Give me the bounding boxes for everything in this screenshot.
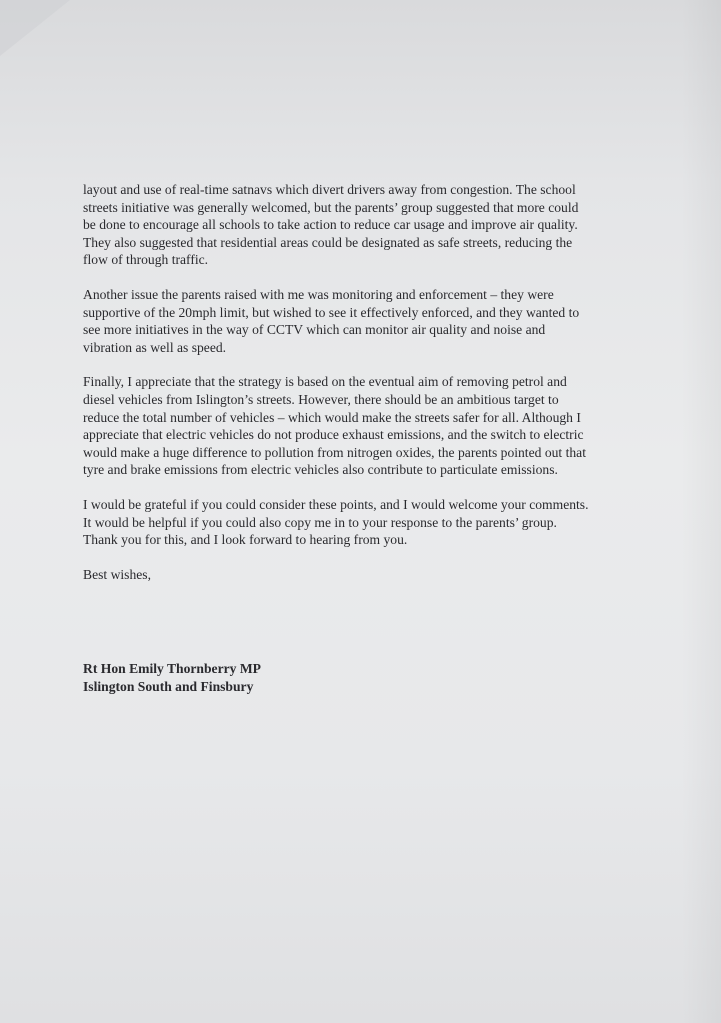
letter-body — [83, 181, 623, 583]
signature-name: Rt Hon Emily Thornberry MP — [83, 661, 261, 676]
paragraph-enforcement: Another issue the parents raised with me was monitoring and enforcement – they were supportive of the 20mph limit, but wished to see it effectively enforced, and they wanted to see more initiatives in the way of CCTV which can monitor air quality and noise and vibration as well as speed. — [83, 286, 580, 355]
paragraph-vehicles: Finally, I appreciate that the strategy is based on the eventual aim of removing petrol and diesel vehicles from Islington’s streets. However, there should be an ambitious target to reduce the total number of vehicles – which would make the streets safer for all. Although I appreciate that electric vehicles do not produce exhaust emissions, and the switch to electric would make a huge difference to pollution from nitrogen oxides, the parents pointed out that tyre and brake emissions from electric vehicles also contribute to particulate emissions. — [83, 374, 586, 478]
signature-constituency: Islington South and Finsbury — [83, 678, 254, 694]
signature-block — [83, 660, 261, 695]
paragraph-request: I would be grateful if you could consider these points, and I would welcome your comments. It would be helpful if you could also copy me in to your response to the parents’ group. Thank you for this, and I look forward to hearing from you. — [83, 496, 589, 548]
page-shadow — [681, 0, 721, 1023]
closing-salutation: Best wishes, — [83, 566, 151, 582]
paragraph-traffic: layout and use of real-time satnavs which divert drivers away from congestion. The school streets initiative was generally welcomed, but the parents’ group suggested that more could be done to encourage all schools to take action to reduce car usage and improve air quality. They also suggested that residential areas could be designated as safe streets, reducing the flow of through traffic. — [83, 182, 579, 268]
folded-corner — [0, 0, 70, 56]
